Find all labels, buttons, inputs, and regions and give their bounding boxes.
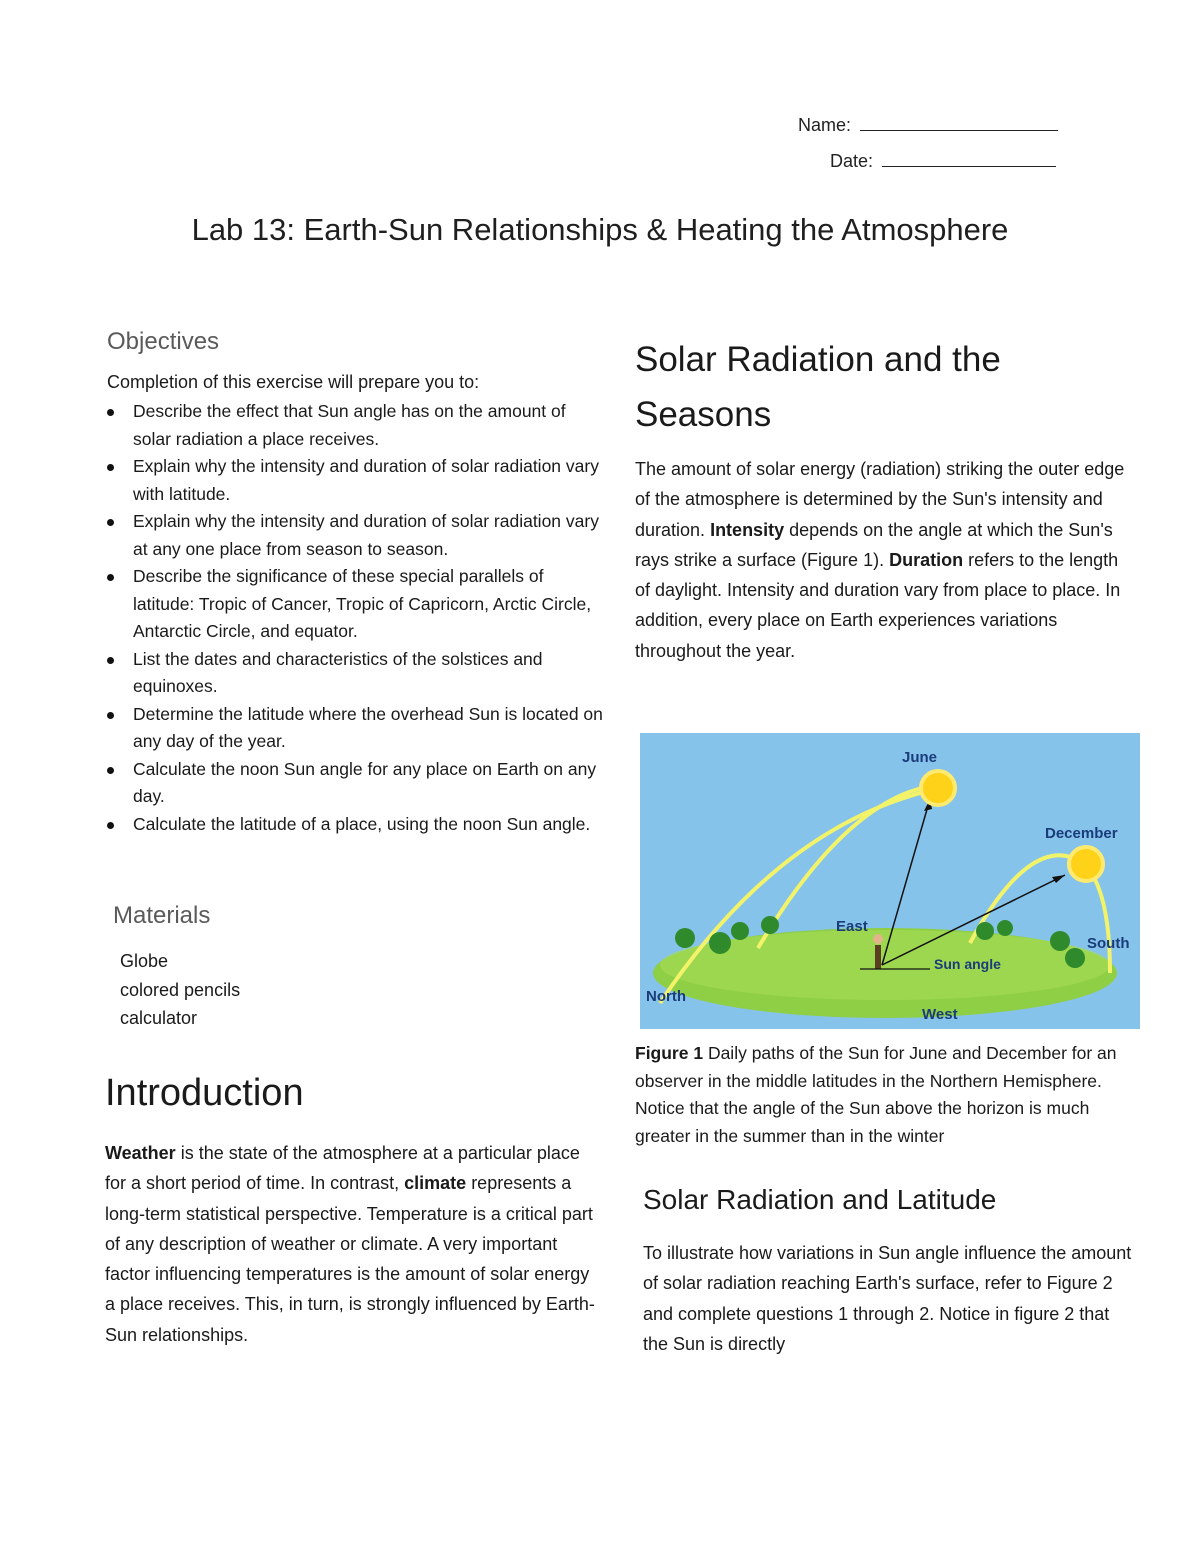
intro-text: is the state of the atmosphere at a particular place for a short period of time. In contrast, [105, 1143, 580, 1194]
term-climate: climate [404, 1173, 467, 1194]
solar-text: depends on the angle at which the Sun's rays strike a surface (Figure 1). [635, 519, 1113, 570]
introduction-heading: Introduction [105, 1072, 304, 1114]
december-sun-icon [1069, 847, 1103, 881]
name-line[interactable] [860, 112, 1058, 131]
objectives-heading: Objectives [107, 328, 220, 355]
objectives-list [107, 398, 607, 838]
figure-caption [635, 1040, 1135, 1150]
term-duration: Duration [889, 549, 964, 570]
december-label: December [1045, 825, 1118, 842]
objective-item: Explain why the intensity and duration of solar radiation vary with latitude. [107, 453, 607, 508]
solar-latitude-paragraph: To illustrate how variations in Sun angle influence the amount of solar radiation reaching Earth's surface, refer to Figure 2 and complete questions 1 through 2. Notice in figure 2 that the Sun is directly [643, 1243, 1132, 1354]
figure-caption-text: Daily paths of the Sun for June and December for an observer in the middle latitudes in the Northern Hemisphere. Notice that the angle of the Sun above the horizon is much greater in the summer than in the winter [635, 1043, 1117, 1146]
objective-item: Describe the significance of these special parallels of latitude: Tropic of Cancer, Tropic of Capricorn, Arctic Circle, Antarctic Circle, and equator. [107, 563, 607, 646]
material-item: calculator [120, 1008, 198, 1028]
materials-list [120, 947, 240, 1033]
objective-item: Determine the latitude where the overhead Sun is located on any day of the year. [107, 701, 607, 756]
west-label: West [922, 1006, 958, 1023]
material-item: colored pencils [120, 979, 241, 1000]
name-label: Name: [798, 115, 852, 135]
solar-seasons-heading: Solar Radiation and the Seasons [635, 340, 1001, 434]
sun-path-diagram [640, 733, 1140, 1029]
figure-sun-paths [640, 733, 1140, 1029]
material-item: Globe [120, 951, 169, 971]
east-label: East [836, 918, 868, 935]
intro-text: represents a long-term statistical perspective. Temperature is a critical part of any description of weather or climate. A very important factor influencing temperatures is the amount of solar energy a place receives. This, in turn, is strongly influenced by Earth-Sun relationships. [105, 1173, 595, 1345]
name-field-row [798, 112, 1058, 136]
solar-latitude-heading: Solar Radiation and Latitude [643, 1184, 997, 1215]
objective-item: Calculate the latitude of a place, using the noon Sun angle. [107, 811, 607, 839]
introduction-paragraph [105, 1138, 595, 1350]
june-label: June [902, 749, 938, 766]
south-label: South [1087, 935, 1130, 952]
observer-figure [875, 945, 881, 969]
term-intensity: Intensity [710, 519, 785, 540]
solar-seasons-paragraph [635, 454, 1125, 666]
date-line[interactable] [882, 148, 1056, 167]
figure-caption-label: Figure 1 [635, 1043, 704, 1063]
objective-item: Describe the effect that Sun angle has on the amount of solar radiation a place receives. [107, 398, 607, 453]
solar-text: The amount of solar energy (radiation) striking the outer edge of the atmosphere is determined by the Sun's intensity and duration. [635, 459, 1125, 540]
sun-angle-label: Sun angle [934, 956, 1001, 972]
objectives-intro: Completion of this exercise will prepare you to: [107, 372, 480, 392]
materials-heading: Materials [113, 902, 211, 929]
date-label: Date: [830, 151, 874, 171]
objective-item: List the dates and characteristics of the solstices and equinoxes. [107, 646, 607, 701]
solar-text: refers to the length of daylight. Intensity and duration vary from place to place. In addition, every place on Earth experiences variations throughout the year. [635, 549, 1121, 661]
page-title: Lab 13: Earth-Sun Relationships & Heating the Atmosphere [191, 212, 1009, 247]
objective-item: Calculate the noon Sun angle for any place on Earth on any day. [107, 756, 607, 811]
term-weather: Weather [105, 1143, 176, 1163]
june-sun-icon [921, 771, 955, 805]
north-label: North [646, 988, 686, 1005]
objective-item: Explain why the intensity and duration of solar radiation vary at any one place from season to season. [107, 508, 607, 563]
date-field-row [830, 148, 1056, 172]
